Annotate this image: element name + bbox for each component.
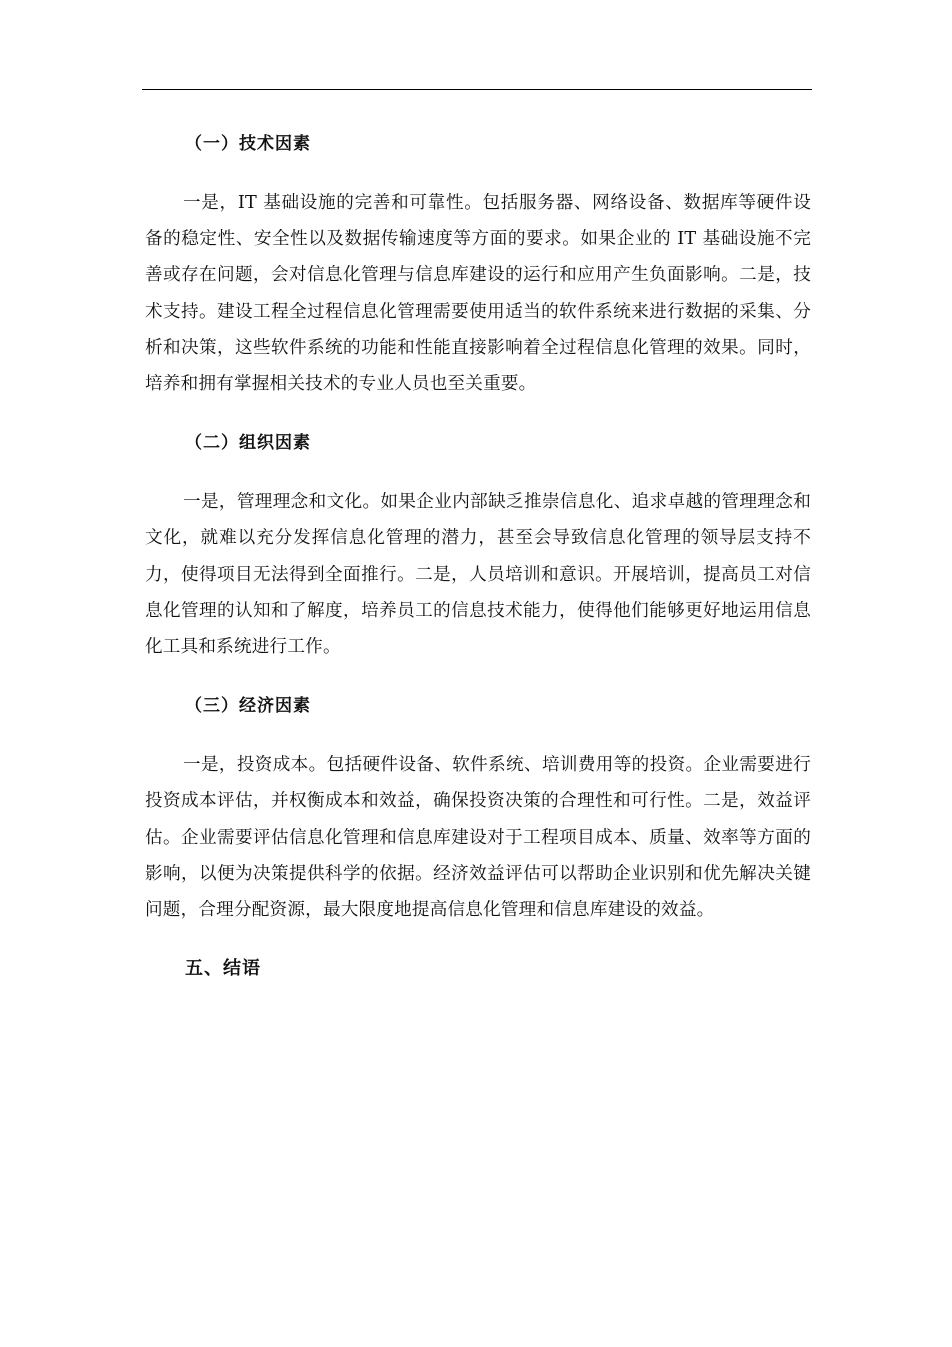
- subheading-organizational-factors: （二）组织因素: [185, 433, 311, 454]
- header-rule: [142, 89, 812, 90]
- document-body: [145, 126, 811, 987]
- subheading-economic-factors: （三）经济因素: [185, 696, 311, 717]
- paragraph-economic-factors: 一是，投资成本。包括硬件设备、软件系统、培训费用等的投资。企业需要进行投资成本评估，并权衡成本和效益，确保投资决策的合理性和可行性。二是，效益评估。企业需要评估信息化管理和信息库建设对于工程项目成本、质量、效率等方面的影响，以便为决策提供科学的依据。经济效益评估可以帮助企业识别和优先解决关键问题，合理分配资源，最大限度地提高信息化管理和信息库建设的效益。: [145, 755, 811, 921]
- paragraph-technical-factors: 一是，IT 基础设施的完善和可靠性。包括服务器、网络设备、数据库等硬件设备的稳定性、安全性以及数据传输速度等方面的要求。如果企业的 IT 基础设施不完善或存在问题，会对信息化管理与信息库建设的运行和应用产生负面影响。二是，技术支持。建设工程全过程信息化管理需要使用适当的软件系统来进行数据的采集、分析和决策，这些软件系统的功能和性能直接影响着全过程信息化管理的效果。同时，培养和拥有掌握相关技术的专业人员也至关重要。: [145, 193, 811, 395]
- section-heading-conclusion: 五、结语: [185, 958, 261, 980]
- paragraph-organizational-factors: 一是，管理理念和文化。如果企业内部缺乏推崇信息化、追求卓越的管理理念和文化，就难以充分发挥信息化管理的潜力，甚至会导致信息化管理的领导层支持不力，使得项目无法得到全面推行。二是，人员培训和意识。开展培训，提高员工对信息化管理的认知和了解度，培养员工的信息技术能力，使得他们能够更好地运用信息化工具和系统进行工作。: [145, 492, 811, 658]
- subheading-technical-factors: （一）技术因素: [185, 134, 311, 154]
